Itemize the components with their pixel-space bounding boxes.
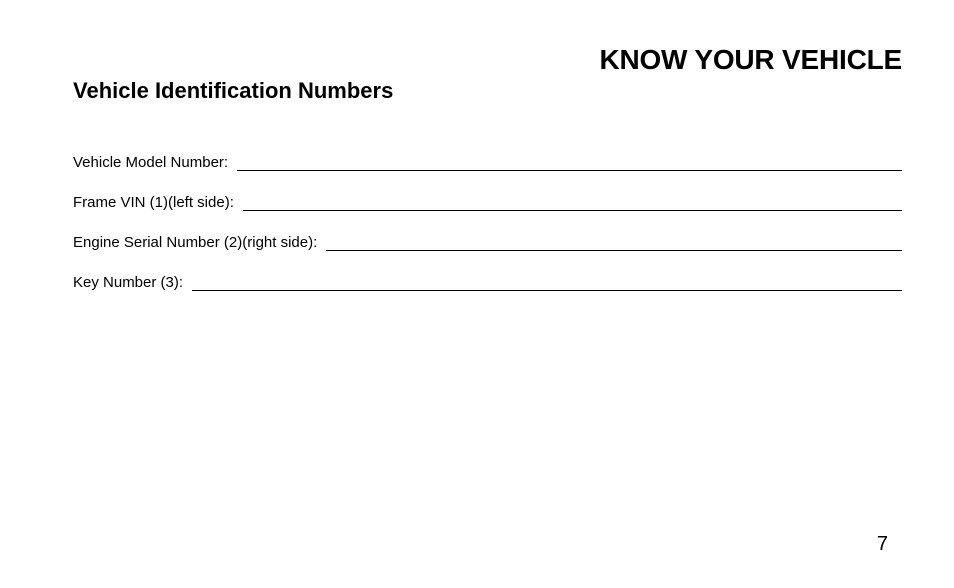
field-row-engine-serial-number [73, 232, 902, 252]
fill-in-line [237, 169, 902, 171]
field-label: Engine Serial Number (2)(right side): [73, 234, 318, 251]
fill-in-line [243, 209, 902, 211]
field-label: Frame VIN (1)(left side): [73, 194, 234, 211]
chapter-title: KNOW YOUR VEHICLE [599, 44, 902, 75]
fill-in-line [326, 249, 902, 251]
field-label: Vehicle Model Number: [73, 154, 229, 171]
field-label: Key Number (3): [73, 274, 184, 291]
field-row-vehicle-model-number [73, 152, 902, 172]
section-title: Vehicle Identification Numbers [73, 78, 394, 103]
field-row-key-number [73, 272, 902, 292]
page-number: 7 [876, 533, 888, 555]
field-row-frame-vin [73, 192, 902, 212]
fill-in-line [192, 289, 902, 291]
